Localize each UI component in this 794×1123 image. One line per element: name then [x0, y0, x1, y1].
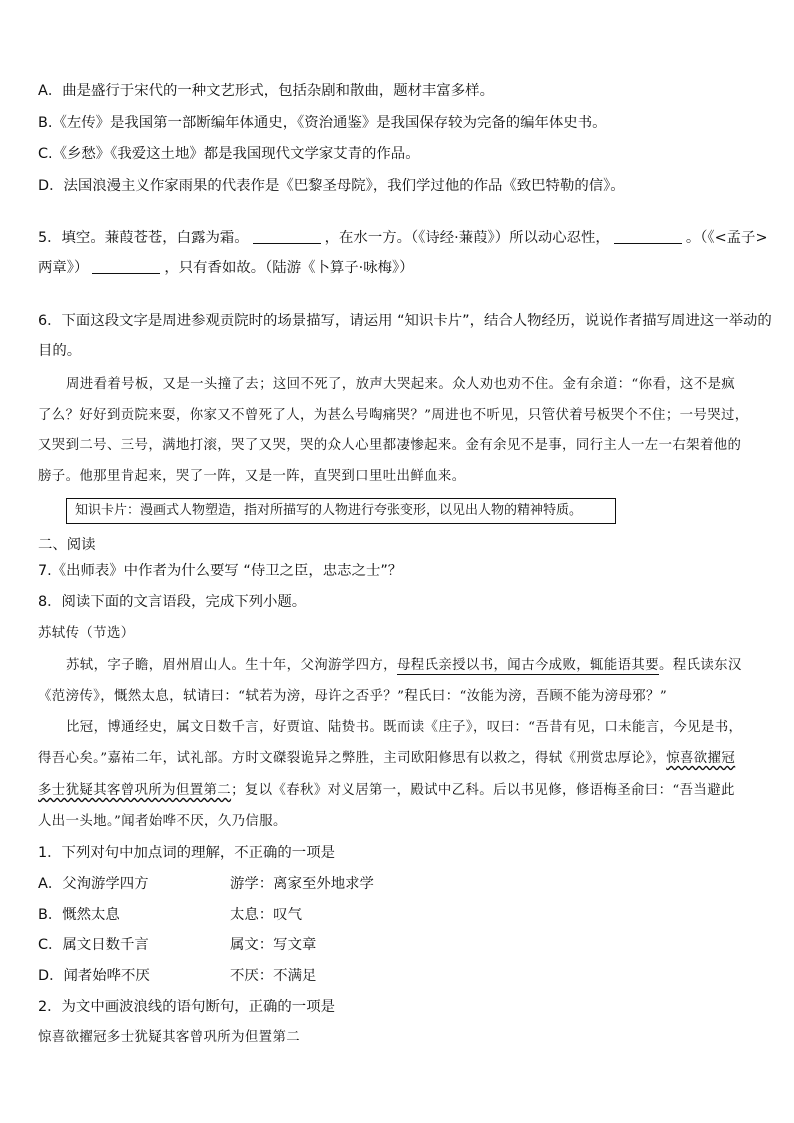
q6-passage-line: 又哭到二号、三号，满地打滚，哭了又哭，哭的众人心里都凄惨起来。金有余见不是事，同行主人一左一右架着他的 — [38, 438, 742, 453]
passage-title: 苏轼传（节选） — [38, 626, 135, 641]
wavy-sentence: 惊喜欲擢冠 — [666, 751, 736, 766]
underlined-sentence: 母程氏亲授以书，闻古今成败，辄能语其要 — [396, 658, 660, 673]
passage-text: 。程氏读东汉 — [659, 658, 742, 673]
passage-line: 《范滂传》，慨然太息，轼请曰：“轼若为滂，母许之否乎？”程氏曰：“汝能为滂，吾顾不能为滂母邪？” — [38, 689, 668, 704]
q5-text: ，在水一方。（《诗经·蒹葭》）所以动心忍性， — [324, 230, 610, 246]
q5-text: ，只有香如故。（陆游《卜算子·咏梅》） — [164, 260, 414, 276]
q5-blank-2[interactable] — [614, 229, 682, 244]
q7-question: 7.《出师表》中作者为什么要写 “侍卫之臣，忠志之士”？ — [38, 563, 403, 579]
q5-line-1 — [38, 228, 768, 248]
passage-line — [38, 749, 735, 769]
q4-option-c: C.《乡愁》《我爱这土地》都是我国现代文学家艾青的作品。 — [38, 146, 420, 162]
passage-text: 苏轼，字子瞻，眉州眉山人。生十年，父洵游学四方， — [66, 658, 397, 673]
q6-passage-line: 膀子。他那里肯起来，哭了一阵，又是一阵，直哭到口里吐出鲜血来。 — [38, 469, 466, 484]
q5-text: 。（《<孟子> — [685, 230, 768, 246]
q5-blank-1[interactable] — [253, 229, 321, 244]
option-right: 不厌：不满足 — [230, 968, 317, 984]
q8-question: 8．阅读下面的文言语段，完成下列小题。 — [38, 594, 307, 610]
knowledge-card: 知识卡片：漫画式人物塑造，指对所描写的人物进行夸张变形，以见出人物的精神特质。 — [66, 498, 616, 524]
option-right: 游学：离家至外地求学 — [230, 876, 374, 892]
section-heading: 二、阅读 — [38, 537, 96, 553]
q5-text: 5．填空。蒹葭苍苍，白露为霜。 — [38, 230, 249, 246]
passage-line — [38, 656, 742, 676]
sub2-sentence: 惊喜欲擢冠多士犹疑其客曾巩所为但置第二 — [38, 1030, 301, 1045]
q4-option-d: D．法国浪漫主义作家雨果的代表作是《巴黎圣母院》，我们学过他的作品《致巴特勒的信》。 — [38, 178, 625, 194]
sub1-option-d — [38, 966, 316, 986]
sub1-question: 1．下列对句中加点词的理解，不正确的一项是 — [38, 845, 335, 861]
q5-line-2 — [38, 258, 414, 278]
wavy-sentence: 多士犹疑其客曾巩所为但置第二 — [38, 783, 232, 798]
q6-passage-line: 周进看着号板，又是一头撞了去；这回不死了，放声大哭起来。众人劝也劝不住。金有余道：“你看，这不是疯 — [66, 377, 736, 392]
q4-option-a: A．曲是盛行于宋代的一种文艺形式，包括杂剧和散曲，题材丰富多样。 — [38, 83, 494, 99]
sub1-option-a — [38, 874, 374, 894]
sub1-option-b — [38, 905, 302, 925]
sub2-question: 2．为文中画波浪线的语句断句，正确的一项是 — [38, 999, 335, 1015]
option-right: 太息：叹气 — [230, 907, 302, 923]
q5-text: 两章》） — [38, 260, 89, 276]
passage-text: 得吾心矣。”嘉祐二年，试礼部。方时文磔裂诡异之弊胜，主司欧阳修思有以救之，得轼《刑赏忠厚论》， — [38, 751, 667, 766]
passage-line — [38, 781, 735, 801]
q6-passage-line: 了么？好好到贡院来耍，你家又不曾死了人，为甚么号啕痛哭？”周进也不听见，只管伏着号板哭个不住；一号哭过， — [38, 408, 749, 423]
q6-prompt-line-2: 目的。 — [38, 343, 82, 359]
q6-prompt-line-1: 6．下面这段文字是周进参观贡院时的场景描写，请运用 “知识卡片”，结合人物经历，说说作者描写周进这一举动的 — [38, 313, 772, 329]
q4-option-b: B.《左传》是我国第一部断编年体通史，《资治通鉴》是我国保存较为完备的编年体史书。 — [38, 115, 607, 131]
option-left: D．闻者始哗不厌 — [38, 968, 150, 984]
option-right: 属文：写文章 — [230, 937, 317, 953]
option-left: C．属文日数千言 — [38, 937, 149, 953]
sub1-option-c — [38, 935, 316, 955]
passage-line: 人出一头地。”闻者始哗不厌，久乃信服。 — [38, 814, 287, 829]
passage-text: ；复以《春秋》对义居第一，殿试中乙科。后以书见修，修语梅圣俞曰：“吾当避此 — [231, 783, 735, 798]
q5-blank-3[interactable] — [92, 259, 160, 274]
passage-line: 比冠，博通经史，属文日数千言，好贾谊、陆贽书。既而读《庄子》，叹曰：“吾昔有见，口未能言，今见是书， — [66, 720, 743, 735]
option-left: A．父洵游学四方 — [38, 876, 149, 892]
option-left: B．慨然太息 — [38, 907, 120, 923]
